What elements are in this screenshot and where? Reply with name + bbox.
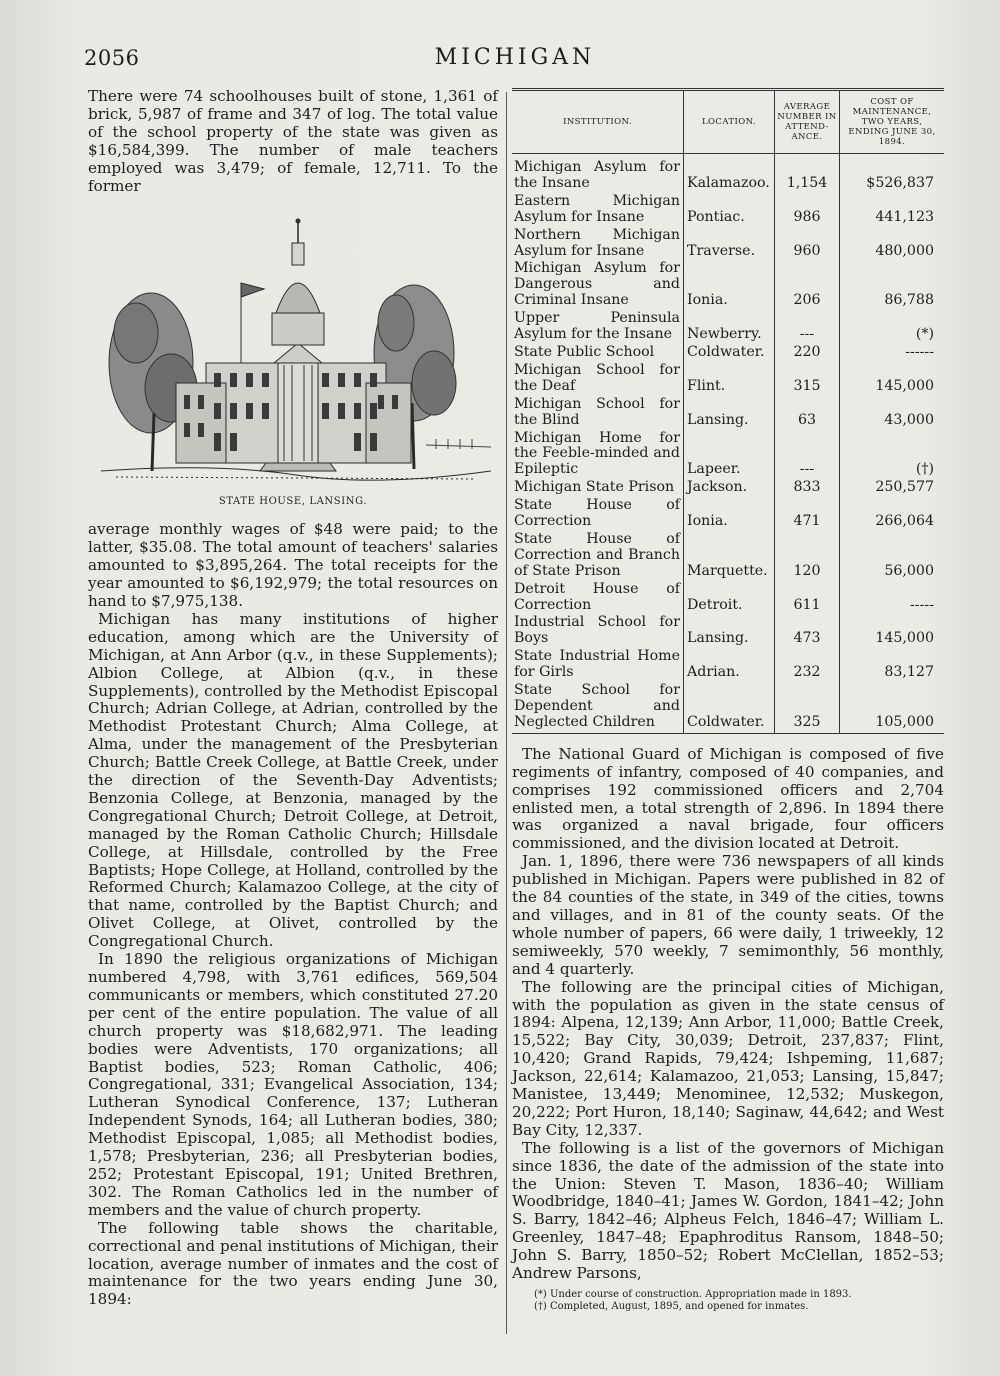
- header-average-number: AVERAGE NUMBER IN ATTEND-ANCE.: [775, 90, 840, 154]
- table-row: [512, 431, 944, 481]
- institution-cost: -----: [840, 582, 945, 616]
- institution-average: 206: [775, 261, 840, 311]
- institution-cost: 480,000: [840, 228, 945, 262]
- institution-location: Traverse.: [684, 228, 775, 262]
- institution-name: Industrial School for Boys: [514, 614, 680, 647]
- table-row: [512, 397, 944, 431]
- paragraph-wages: average monthly wages of $48 were paid; to the latter, $35.08. The total amount of teachers' salaries amounted to $3,895,264. The total receipts for the year amounted to $6,192,979; the total resources on hand to $7,975,138.: [88, 520, 498, 610]
- institution-cost: 105,000: [840, 683, 945, 733]
- institution-location: Lansing.: [684, 615, 775, 649]
- institution-name: Northern Michigan Asylum for Insane: [514, 226, 680, 259]
- institution-location: Detroit.: [684, 582, 775, 616]
- header-institution: INSTITUTION.: [512, 90, 684, 154]
- paragraph-national-guard: The National Guard of Michigan is composed of five regiments of infantry, composed of 40 companies, and comprises 192 commissioned officers and 2,704 enlisted men, a total strength of 2,896. In 1894 there was organized a naval brigade, four officers commissioned, and the division located at Detroit.: [512, 744, 944, 853]
- paragraph-schoolhouses: There were 74 schoolhouses built of stone, 1,361 of brick, 5,987 of frame and 347 of log. The total value of the school property of the state was given as $16,584,399. The number of male teachers employed was 3,479; of female, 12,711. To the former: [88, 87, 498, 195]
- state-house-illustration: [88, 213, 498, 489]
- institution-location: Kalamazoo.: [684, 154, 775, 194]
- institution-average: 986: [775, 194, 840, 228]
- institution-name: Michigan State Prison: [514, 479, 675, 496]
- institution-location: Lansing.: [684, 397, 775, 431]
- institution-location: Ionia.: [684, 261, 775, 311]
- institution-cost: 250,577: [840, 480, 945, 498]
- institution-location: Coldwater.: [684, 345, 775, 363]
- institution-average: 960: [775, 228, 840, 262]
- institution-name: Michigan School for the Blind: [514, 395, 680, 428]
- institution-location: Coldwater.: [684, 683, 775, 733]
- table-row: [512, 615, 944, 649]
- table-row: [512, 532, 944, 582]
- paragraph-governors: The following is a list of the governors of Michigan since 1836, the date of the admission of the state into the Union: Steven T. Mason, 1836–40; William Woodbridge, 1840–41; James W. Gordon, 1841–42; John S. Barry, 1842–46; Alpheus Felch, 1846–47; William L. Greenley, 1847–48; Epaphroditus Ransom, 1848–50; John S. Barry, 1850–52; Robert McClellan, 1852–53; Andrew Parsons,: [512, 1138, 944, 1283]
- institution-cost: 441,123: [840, 194, 945, 228]
- institution-average: 473: [775, 615, 840, 649]
- institution-cost: 86,788: [840, 261, 945, 311]
- institution-average: 611: [775, 582, 840, 616]
- header-location: LOCATION.: [684, 90, 775, 154]
- right-text: [512, 746, 944, 1283]
- institution-average: 325: [775, 683, 840, 733]
- state-house-engraving: [96, 213, 496, 489]
- footnote-dagger: (†) Completed, August, 1895, and opened for inmates.: [534, 1300, 809, 1312]
- table-row: [512, 345, 944, 363]
- table-row: [512, 582, 944, 616]
- table-row: [512, 154, 944, 194]
- table-row: [512, 363, 944, 397]
- institution-name: Michigan School for the Deaf: [514, 361, 680, 394]
- institution-average: 63: [775, 397, 840, 431]
- institutions-table: [512, 88, 944, 734]
- table-row: [512, 683, 944, 733]
- institution-name: State House of Correction: [514, 497, 680, 530]
- institution-name: Michigan Asylum for the Insane: [514, 159, 680, 191]
- footnotes: [512, 1289, 944, 1312]
- institution-average: 315: [775, 363, 840, 397]
- institution-name: State House of Correction and Branch of State Prison: [514, 530, 680, 579]
- paragraph-table-intro: The following table shows the charitable, correctional and penal institutions of Michigan, their location, average number of inmates and the cost of maintenance for the two years ending June 30, 1894:: [88, 1218, 498, 1309]
- institution-location: Flint.: [684, 363, 775, 397]
- institution-cost: 56,000: [840, 532, 945, 582]
- header-cost: COST OF MAINTENANCE, TWO YEARS, ENDING JUNE 30, 1894.: [840, 90, 945, 154]
- institution-location: Jackson.: [684, 480, 775, 498]
- institution-cost: 145,000: [840, 615, 945, 649]
- institution-average: 1,154: [775, 154, 840, 194]
- institution-cost: (†): [840, 431, 945, 481]
- table-body: [512, 154, 944, 734]
- institution-cost: $526,837: [840, 154, 945, 194]
- institution-cost: 266,064: [840, 498, 945, 532]
- institution-location: Newberry.: [684, 311, 775, 345]
- column-rule: [506, 92, 507, 1334]
- table-row: [512, 480, 944, 498]
- institution-location: Marquette.: [684, 532, 775, 582]
- institution-name: Michigan Home for the Feeble-minded and Epileptic: [514, 429, 680, 478]
- institution-name: Detroit House of Correction: [514, 580, 680, 613]
- footnote-asterisk: (*) Under course of construction. Appropriation made in 1893.: [534, 1289, 852, 1300]
- institution-name: State Industrial Home for Girls: [514, 648, 680, 681]
- table-row: [512, 261, 944, 311]
- institution-average: 833: [775, 480, 840, 498]
- table-header-row: [512, 90, 944, 154]
- table-row: [512, 228, 944, 262]
- table-row: [512, 498, 944, 532]
- institution-location: Pontiac.: [684, 194, 775, 228]
- institution-location: Adrian.: [684, 649, 775, 683]
- institution-average: 220: [775, 345, 840, 363]
- paragraph-higher-education: Michigan has many institutions of higher education, among which are the University of Michigan, at Ann Arbor (q.v., in these Supplements); Albion College, at Albion (q.v., in these Supplements), controlled by the Methodist Episcopal Church; Adrian College, at Adrian, controlled by the Methodist Protestant Church; Alma College, at Alma, under the management of the Presbyterian Church; Battle Creek College, at Battle Creek, under the direction of the Seventh-Day Adventists; Benzonia College, at Benzonia, managed by the Congregational Church; Detroit College, at Detroit, managed by the Roman Catholic Church; Hillsdale College, at Hillsdale, controlled by the Free Baptists; Hope College, at Holland, controlled by the Reformed Church; Kalamazoo College, at the city of that name, controlled by the Baptist Church; and Olivet College, at Olivet, controlled by the Congregational Church.: [88, 609, 498, 951]
- institution-average: 120: [775, 532, 840, 582]
- institution-cost: 83,127: [840, 649, 945, 683]
- table-row: [512, 649, 944, 683]
- institution-cost: 43,000: [840, 397, 945, 431]
- institution-average: ---: [775, 311, 840, 345]
- institution-average: ---: [775, 431, 840, 481]
- institution-cost: (*): [840, 311, 945, 345]
- table-row: [512, 311, 944, 345]
- paragraph-newspapers: Jan. 1, 1896, there were 736 newspapers of all kinds published in Michigan. Papers were published in 82 of the 84 counties of the state, in 349 of the cities, towns and villages, and in 81 of the county seats. Of the whole number of papers, 66 were daily, 1 triweekly, 12 semiweekly, 570 weekly, 7 semimonthly, 56 monthly, and 4 quarterly.: [512, 852, 944, 978]
- table-row: [512, 194, 944, 228]
- institution-name: State School for Dependent and Neglected Children: [514, 682, 680, 730]
- left-column: [88, 88, 498, 1309]
- institution-location: Lapeer.: [684, 431, 775, 481]
- institution-name: State Public School: [514, 343, 655, 360]
- figure-caption: STATE HOUSE, LANSING.: [218, 496, 368, 508]
- paragraph-religious-organizations: In 1890 the religious organizations of Michigan numbered 4,798, with 3,761 edifices, 569,504 communicants or members, which constituted 27.20 per cent of the entire population. The value of all church property was $18,682,971. The leading bodies were Adventists, 170 organizations; all Baptist bodies, 523; Roman Catholic, 406; Congregational, 331; Evangelical Association, 134; Lutheran Synodical Conference, 137; Lutheran Independent Synods, 164; all Lutheran bodies, 380; Methodist Episcopal, 1,085; all Methodist bodies, 1,578; Presbyterian, 236; all Presbyterian bodies, 252; Protestant Episcopal, 191; United Brethren, 302. The Roman Catholics led in the number of members and the value of church property.: [88, 950, 498, 1219]
- institution-location: Ionia.: [684, 498, 775, 532]
- right-column: [512, 88, 944, 1312]
- institution-name: Michigan Asylum for Dangerous and Criminal Insane: [514, 260, 680, 309]
- institution-cost: ------: [840, 345, 945, 363]
- paragraph-principal-cities: The following are the principal cities of Michigan, with the population as given in the state census of 1894: Alpena, 12,139; Ann Arbor, 11,000; Battle Creek, 15,522; Bay City, 30,039; Detroit, 237,837; Flint, 10,420; Grand Rapids, 79,424; Ishpeming, 11,687; Jackson, 22,614; Kalamazoo, 21,053; Lansing, 15,847; Manistee, 13,449; Menominee, 12,532; Muskegon, 20,222; Port Huron, 18,140; Saginaw, 44,642; and West Bay City, 12,337.: [512, 977, 944, 1139]
- institution-average: 232: [775, 649, 840, 683]
- institution-average: 471: [775, 498, 840, 532]
- institution-cost: 145,000: [840, 363, 945, 397]
- institution-name: Upper Peninsula Asylum for the Insane: [514, 310, 680, 343]
- institution-name: Eastern Michigan Asylum for Insane: [514, 192, 680, 225]
- page-number: 2056: [84, 46, 140, 70]
- running-title: MICHIGAN: [434, 45, 596, 70]
